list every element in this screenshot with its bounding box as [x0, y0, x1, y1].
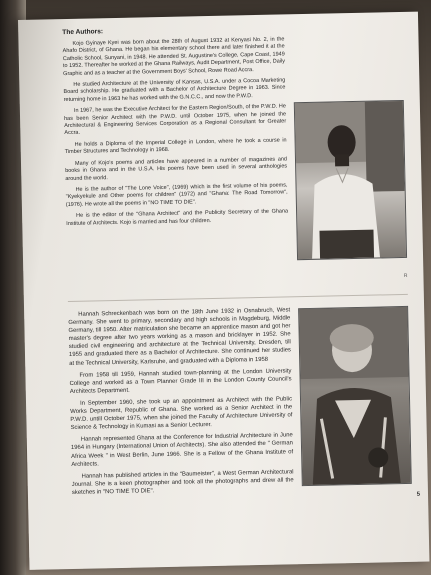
page-number: 5 — [416, 491, 421, 498]
portrait-woman-figure — [299, 307, 411, 485]
portrait-man-figure — [295, 101, 406, 259]
author-photo-kojo — [294, 100, 407, 260]
edge-mark: R — [403, 272, 408, 279]
bio-paragraph: In 1967, he was the Executive Architect for the Eastern Region/South, of the P.W.D. He has been Senior Architect with the P.W.D. until October 1975, when he joined the Architectural & Engineering Services Corporation as a Regional Consultant for Greater Accra. — [64, 103, 287, 137]
book-page — [18, 12, 429, 570]
author-photo-hannah — [298, 306, 412, 486]
author-bio-kojo — [62, 36, 288, 232]
bio-paragraph: He studied Architecture at the University of Kansas, U.S.A. under a Cocoa Marketing Board scholarship. He graduated with a Bachelor of Architecture Degree in 1963. Since returning home in 1963 he has worked with the G.N.C.C., and now the P.W.D. — [63, 77, 286, 103]
bio-paragraph: From 1958 till 1959, Hannah studied town-planning at the London University College and worked as a Town Planner Grade III in the London County Council's Architects Department. — [69, 368, 292, 395]
bio-paragraph: Hannah has published articles in the "Baumeister", a West German Architectural Journal. She is a keen photographer and took all the photographs and drew all the sketches in "NO TIME TO DIE". — [71, 469, 294, 496]
bio-paragraph: Hannah Schreckenbach was born on the 18th June 1932 in Osnabruch, West Germany. She went to primary, secondary and high schools in Magdeburg, Middle Germany, till 1950. After matriculation she became an apprentice mason and got her master's degree after two years working as a mason and bricklayer in 1952. She studied civil engineering and architecture at the Technical University, Dresden, till 1955 and graduated there as a Bachelor of Architecture. She continued her studies at the Technical University, Karlsruhe, and graduated with a Diploma in 1958 — [68, 307, 292, 367]
bio-paragraph: Hannah represented Ghana at the Conference for Industrial Architecture in June 1964 in Hungary (International Union of Architects). She also attended the " German Africa Week " in West Berlin, June 1966. She is a Fellow of the Ghana Institute of Architects. — [70, 432, 294, 468]
page-content — [62, 22, 408, 496]
bio-paragraph: Kojo Gyinaye Kyei was born about the 28th of August 1932 at Kenyasi No. 2, in the Ahafo District, of Ghana. He began his elementary school there and later finished it at the Catholic School, Sunyani, in 1948. He attended St. Augustine's College, Cape Coast, 1949 to 1952. Thereafter he worked at the Ghana Railways, Audit Department, Post Office, Daily Graphic and as a teacher at the Government Boys' School, Rowe Road Accra. — [62, 36, 285, 77]
bio-paragraph: He is the editor of the "Ghana Architect" and the Publicity Secretary of the Ghana Institute of Architects. Kojo is married and has four children. — [66, 208, 289, 227]
section-divider — [68, 294, 408, 302]
bio-paragraph: He is the author of "The Lone Voice", (1969) which is the first volume of his poems, "Kyekyekule and Other poems for children" (1972) and "Ghana: The Road Tomorrow", (1976). He wrote all the poems in "NO TIME TO DIE". — [65, 182, 288, 208]
bio-paragraph: In September 1960, she took up an appointment as Architect with the Public Works Department, Republic of Ghana. She worked as a Senior Architect in the P.W.D. untill October 1975, when she joined the Faculty of Architecture University of Science & Technology in Kumasi as a Senior Lecturer. — [70, 396, 293, 432]
bio-paragraph: Many of Kojo's poems and articles have appeared in a number of magazines and books in Ghana and in the U.S.A. His poems have been used in several anthologies around the world. — [65, 156, 288, 182]
bio-paragraph: He holds a Diploma of the Imperial College in London, where he took a course in Timber Structures and Technology in 1968. — [64, 137, 287, 156]
author-bio-hannah — [68, 306, 294, 501]
page-heading: The Authors: — [62, 28, 104, 37]
